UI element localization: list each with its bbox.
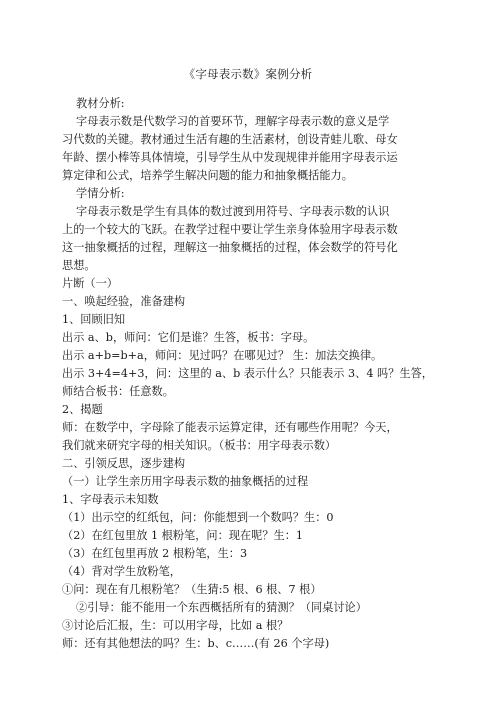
paragraph-line: ①问：现在有几根粉笔？（生猜:5 根、6 根、7 根） [62,583,322,596]
paragraph-line: 思想。 [62,259,96,272]
section-heading: 一、唤起经验，准备建构 [62,295,186,308]
paragraph-line: 习代数的关键。教材通过生活有趣的生活素材，创设青蛙儿歌、母女 [62,133,398,146]
paragraph-line: 出示 3+4=4+3，问：这里的 a、b 表示什么？只能表示 3、4 吗？生答， [62,367,433,380]
paragraph-line: 师：还有其他想法的吗？生：b、c……(有 26 个字母) [62,637,330,650]
section-heading: 教材分析: [76,97,125,110]
paragraph-line: 字母表示数是代数学习的首要环节，理解字母表示数的意义是学 [76,115,390,128]
section-heading: 二、引领反思，逐步建构 [62,457,186,470]
paragraph-line: 算定律和公式，培养学生解决问题的能力和抽象概括能力。 [62,169,353,182]
document-title: 《字母表示数》案例分析 [183,67,313,81]
paragraph-line: （1）出示空的红纸包，问：你能想到一个数吗？生：0 [62,511,334,524]
paragraph-line: （3）在红包里再放 2 根粉笔，生：3 [62,547,248,560]
subsection-heading: 2、揭题 [62,403,103,416]
paragraph-line: ③讨论后汇报，生：可以用字母，比如 a 根？ [62,619,289,632]
section-heading: 片断（一） [62,277,118,290]
paragraph-line: 师结合板书：任意数。 [62,385,174,398]
paragraph-line: （4）背对学生放粉笔， [62,565,181,578]
subsection-heading: 1、字母表示未知数 [62,493,159,506]
paragraph-line: 这一抽象概括的过程，理解这一抽象概括的过程，体会数学的符号化 [62,241,398,254]
paragraph-line: ②引导：能不能用一个东西概括所有的猜测？（同桌讨论） [76,601,367,614]
paragraph-line: 出示 a、b，师问：它们是谁？生答，板书：字母。 [62,331,315,344]
section-heading: 学情分析: [76,187,125,200]
paragraph-line: 上的一个较大的飞跃。在教学过程中要让学生亲身体验用字母表示数 [62,223,398,236]
paragraph-line: （2）在红包里放 1 根粉笔，问：现在呢？生：1 [62,529,304,542]
subsection-heading: 1、回顾旧知 [62,313,126,326]
paragraph-line: 年龄、摆小棒等具体情境，引导学生从中发现规律并能用字母表示运 [62,151,398,164]
paragraph-line: 我们就来研究字母的相关知识。（板书：用字母表示数） [62,439,337,452]
paragraph-line: 字母表示数是学生有具体的数过渡到用符号、字母表示数的认识 [76,205,390,218]
paragraph-line: 出示 a+b=b+a，师问：见过吗？在哪见过？ 生：加法交换律。 [62,349,383,362]
subsection-heading: （一）让学生亲历用字母表示数的抽象概括的过程 [62,475,309,488]
paragraph-line: 师：在数学中，字母除了能表示运算定律，还有哪些作用呢？今天， [62,421,398,434]
